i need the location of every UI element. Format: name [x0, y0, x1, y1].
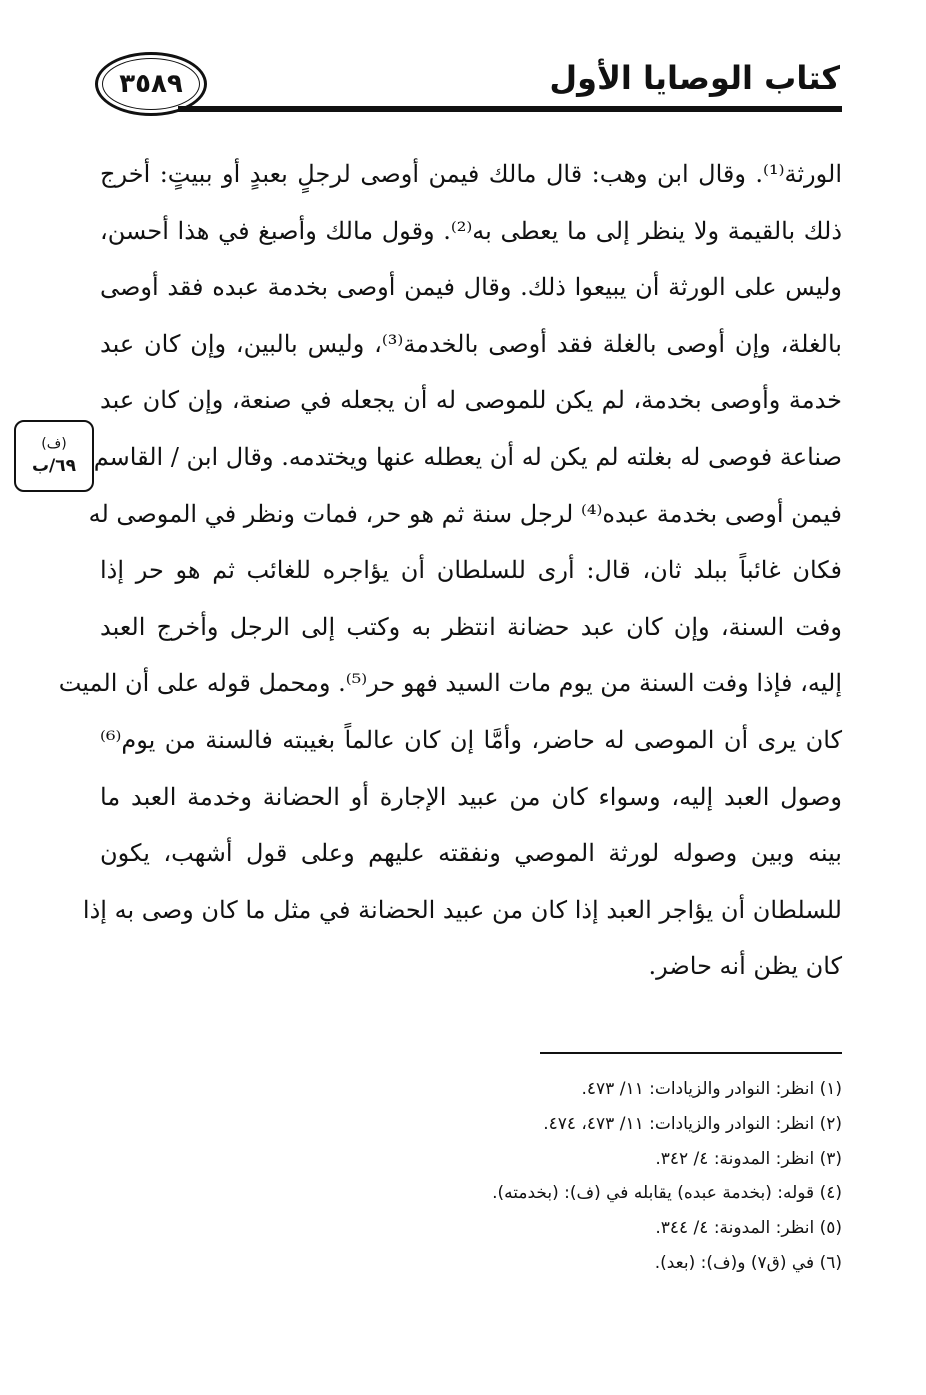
footnotes — [300, 1072, 842, 1281]
body-line: الورثة⁽¹⁾. وقال ابن وهب: قال مالك فيمن أوصى لرجلٍ بعبدٍ أو ببيتٍ: أخرج — [100, 160, 842, 188]
margin-note-folio: ٦٩/ب — [31, 456, 77, 476]
body-line: للسلطان أن يؤاجر العبد إذا كان من عبيد الحضانة في مثل ما كان وصى به إذا — [82, 895, 842, 924]
body-line: بالغلة، وإن أوصى بالغلة فقد أوصى بالخدمة⁽³⁾، وليس بالبين، وإن كان عبد — [100, 329, 842, 358]
body-line: صناعة فوصى له بغلته لم يكن له أن يعطله عنها ويختدمه. وقال ابن / القاسم — [93, 442, 842, 471]
header-rule — [178, 106, 842, 112]
body-line: فكان غائباً ببلد ثان، قال: أرى للسلطان أن يؤاجره للغائب ثم هو حر إذا — [100, 556, 842, 585]
footnote: (٦) في (ق٧) و(ف): (بعد). — [654, 1252, 842, 1273]
body-line: كان يرى أن الموصى له حاضر، وأمَّا إن كان عالماً بغيبته فالسنة من يوم⁽⁶⁾ — [100, 725, 842, 754]
footnote-divider — [540, 1052, 842, 1054]
body-line: وليس على الورثة أن يبيعوا ذلك. وقال فيمن أوصى بخدمة عبده فقد أوصى — [100, 273, 842, 302]
body-line: ذلك بالقيمة ولا ينظر إلى ما يعطى به⁽²⁾. وقول مالك وأصبغ في هذا أحسن، — [100, 216, 843, 245]
body-text — [58, 146, 843, 995]
footnote: (٥) انظر: المدونة: ٤/ ٣٤٤. — [655, 1218, 842, 1239]
page-number: ٣٥٨٩ — [119, 69, 183, 99]
body-line: إليه، فإذا وفت السنة من يوم مات السيد فهو حر⁽⁵⁾. ومحمل قوله على أن الميت — [58, 669, 842, 698]
book-title: كتاب الوصايا الأول — [549, 59, 840, 97]
footnote: (٤) قوله: (بخدمة عبده) يقابله في (ف): (بخدمته). — [492, 1183, 842, 1204]
body-line: بينه وبين وصوله لورثة الموصي ونفقته عليهم وعلى قول أشهب، يكون — [100, 839, 842, 868]
body-line: خدمة وأوصى بخدمة، لم يكن للموصى له أن يجعله في صنعة، وإن كان عبد — [100, 386, 842, 415]
footnote: (٣) انظر: المدونة: ٤/ ٣٤٢. — [655, 1148, 842, 1169]
margin-note-source: (ف) — [41, 436, 67, 452]
footnote: (٢) انظر: النوادر والزيادات: ١١/ ٤٧٣، ٤٧٤. — [543, 1113, 842, 1134]
page-number-oval — [95, 52, 207, 116]
footnote: (١) انظر: النوادر والزيادات: ١١/ ٤٧٣. — [581, 1079, 842, 1099]
body-line: فيمن أوصى بخدمة عبده⁽⁴⁾ لرجل سنة ثم هو حر، فمات ونظر في الموصى له — [88, 499, 842, 528]
manuscript-margin-note — [14, 420, 94, 492]
body-line: وصول العبد إليه، وسواء كان من عبيد الإجارة أو الحضانة وخدمة العبد ما — [100, 782, 842, 811]
body-line: كان يظن أنه حاضر. — [648, 952, 842, 981]
body-line: وفت السنة، وإن كان عبد حضانة انتظر به وكتب إلى الرجل وأخرج العبد — [100, 612, 842, 641]
